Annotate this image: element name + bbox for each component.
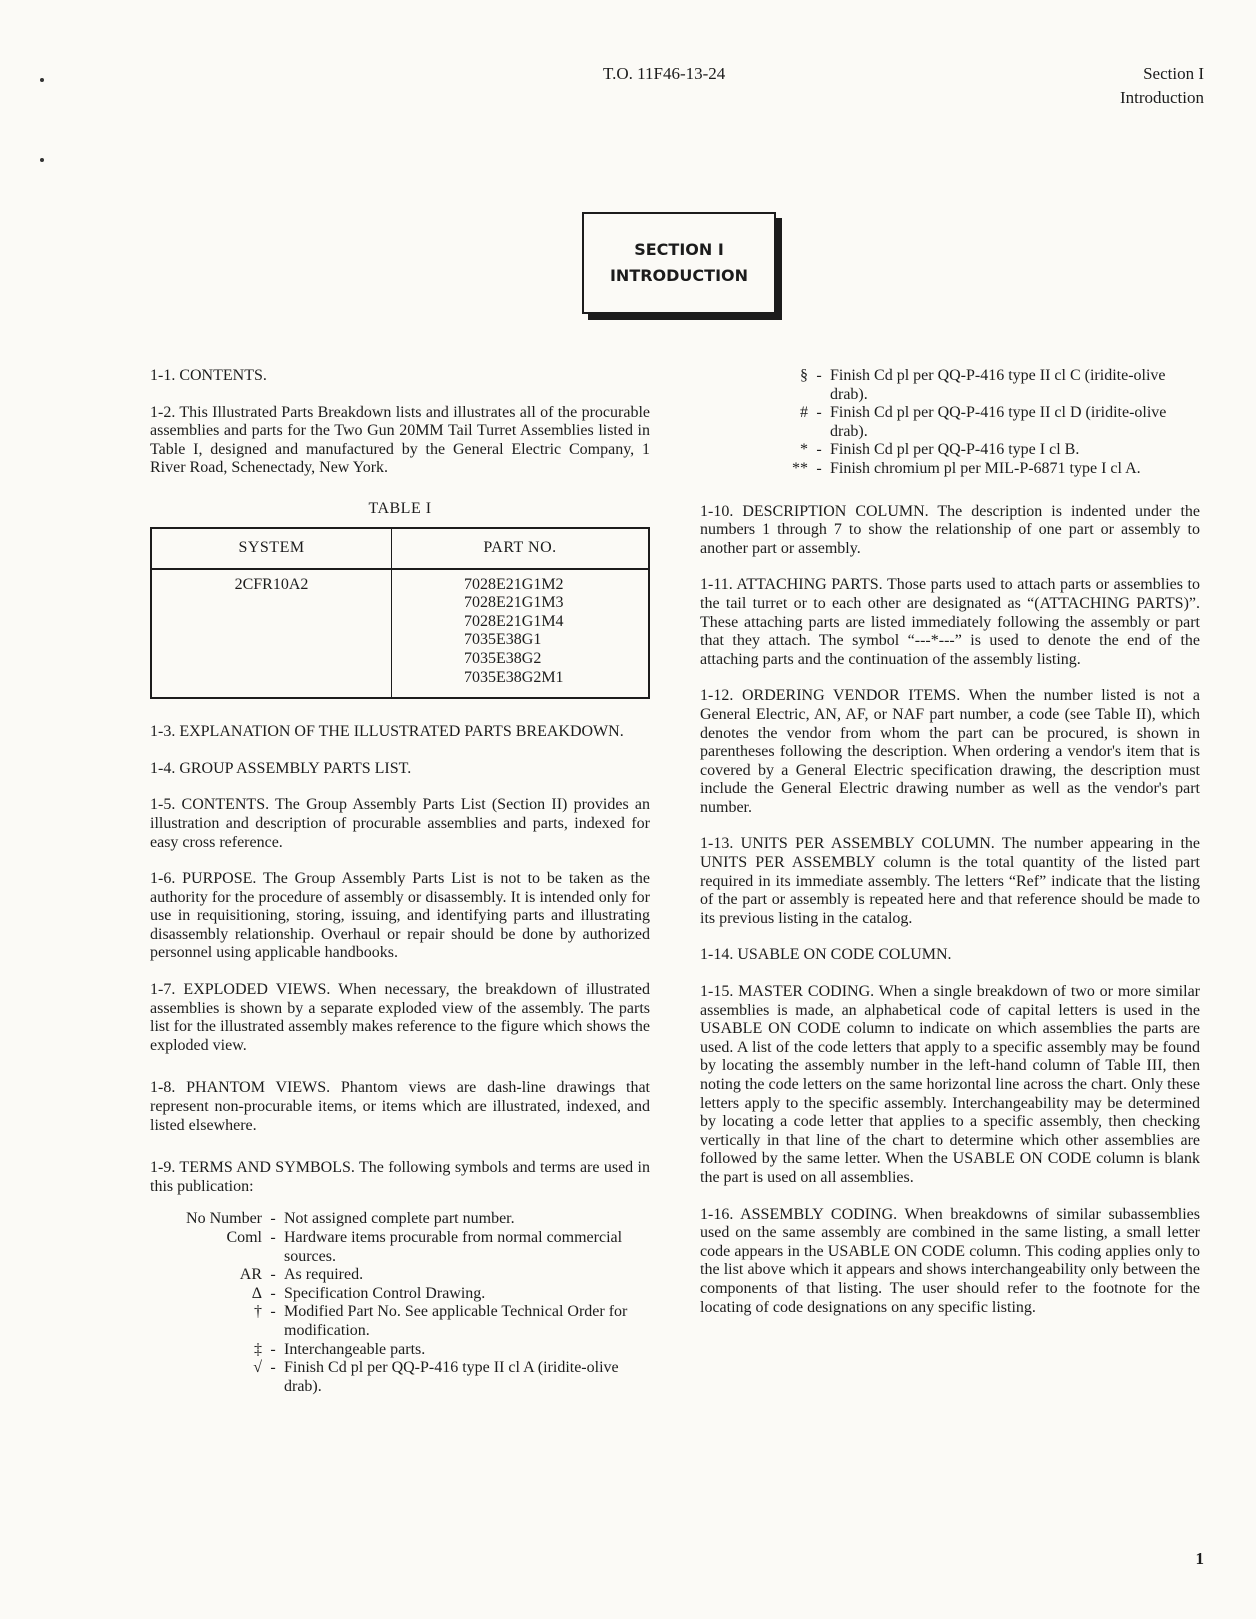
para-1-9: 1-9. TERMS AND SYMBOLS. The following symbols and terms are used in this publication: bbox=[150, 1159, 650, 1195]
symbol-item: AR - As required. bbox=[150, 1266, 650, 1285]
document-number: T.O. 11F46-13-24 bbox=[603, 64, 726, 83]
section-header bbox=[1120, 62, 1204, 110]
symbol-item: Δ - Specification Control Drawing. bbox=[150, 1285, 650, 1304]
para-1-10: 1-10. DESCRIPTION COLUMN. The description is indented under the numbers 1 through 7 to show the relationship of one part or assembly to another part or assembly. bbox=[700, 502, 1200, 557]
symbol-key: No Number bbox=[186, 1210, 262, 1228]
scan-speck bbox=[40, 78, 44, 82]
symbol-desc: As required. bbox=[284, 1266, 364, 1284]
para-1-15: 1-15. MASTER CODING. When a single breakdown of two or more similar assemblies is made, an alphabetical code of capital letters is used in the USABLE ON CODE column to indicate on which assemblies the parts are used. A list of the code letters that apply to a specific assembly may be found by locating the assembly number in the left-hand column of Table III, then noting the code letters on the same horizontal line across the chart. Only these letters apply to the specific assembly. Interchangeability may be determined by locating a code letter that applies to a specific assembly, then checking vertically in that line of the chart to determine which other assemblies are followed by the same letter. When the USABLE ON CODE column is blank the part is used on all assemblies. bbox=[700, 983, 1200, 1186]
symbol-item: ‡ - Interchangeable parts. bbox=[150, 1341, 650, 1360]
para-1-6: 1-6. PURPOSE. The Group Assembly Parts List is not to be taken as the authority for the procedure of assembly or disassembly. It is intended only for use in requisitioning, storing, issuing, and identifying parts and illustrating disassembly relationship. Overhaul or repair should be done by authorized personnel using applicable handbooks. bbox=[150, 870, 650, 962]
symbol-desc: Not assigned complete part number. bbox=[284, 1210, 515, 1228]
symbol-key: Δ bbox=[251, 1284, 262, 1302]
part-number: 7035E38G1 bbox=[464, 631, 542, 649]
symbol-key: AR bbox=[239, 1266, 262, 1284]
symbol-desc: Modified Part No. See applicable Technical Order for modification. bbox=[284, 1303, 628, 1339]
symbol-desc: Finish Cd pl per QQ-P-416 type II cl A (iridite-olive drab). bbox=[284, 1359, 619, 1395]
symbol-desc: Hardware items procurable from normal commercial sources. bbox=[284, 1229, 623, 1265]
para-1-2: 1-2. This Illustrated Parts Breakdown lists and illustrates all of the procurable assemblies and parts for the Two Gun 20MM Tail Turret Assemblies listed in Table I, designed and manufactured by the General Electric Company, 1 River Road, Schenectady, New York. bbox=[150, 403, 650, 477]
symbols-list bbox=[150, 1210, 650, 1396]
symbol-item: No Number - Not assigned complete part number. bbox=[150, 1210, 650, 1229]
symbol-key: Coml bbox=[226, 1229, 262, 1246]
symbol-desc: Interchangeable parts. bbox=[284, 1340, 426, 1358]
left-column bbox=[150, 367, 650, 1396]
para-1-7: 1-7. EXPLODED VIEWS. When necessary, the breakdown of illustrated assemblies is shown by a separate exploded view of the assembly. The parts list for the illustrated assembly makes reference to the figure which shows the exploded view. bbox=[150, 981, 650, 1054]
system-cell: 2CFR10A2 bbox=[151, 569, 392, 699]
symbol-key: √ bbox=[253, 1359, 262, 1377]
table-header-part-no: PART NO. bbox=[392, 528, 650, 569]
symbol-desc: Finish Cd pl per QQ-P-416 type II cl D (iridite-olive drab). bbox=[830, 404, 1167, 440]
para-1-8: 1-8. PHANTOM VIEWS. Phantom views are dash-line drawings that represent non-procurable items, or items which are illustrated, indexed, and listed elsewhere. bbox=[150, 1079, 650, 1134]
section-label: Section I bbox=[1143, 64, 1204, 83]
right-column bbox=[700, 367, 1200, 1335]
section-title-line1: SECTION I bbox=[634, 240, 724, 259]
part-number: 7028E21G1M4 bbox=[464, 612, 564, 630]
symbol-key: * bbox=[800, 441, 808, 459]
para-1-14: 1-14. USABLE ON CODE COLUMN. bbox=[700, 946, 952, 964]
symbol-item: † - Modified Part No. See applicable Technical Order for modification. bbox=[150, 1303, 650, 1340]
table-row bbox=[151, 569, 649, 699]
para-1-5: 1-5. CONTENTS. The Group Assembly Parts List (Section II) provides an illustration and description of procurable assemblies and parts, indexed for easy cross reference. bbox=[150, 796, 650, 851]
symbol-desc: Specification Control Drawing. bbox=[284, 1284, 486, 1302]
table-header-system: SYSTEM bbox=[151, 528, 392, 569]
section-title-line2: INTRODUCTION bbox=[609, 266, 749, 285]
system-table bbox=[150, 527, 650, 700]
para-1-1: 1-1. CONTENTS. bbox=[150, 367, 267, 384]
section-title-box bbox=[582, 212, 776, 314]
para-1-13: 1-13. UNITS PER ASSEMBLY COLUMN. The number appearing in the UNITS PER ASSEMBLY column is the total quantity of the listed part required in its immediate assembly. The letters “Ref” indicate that the listing of the part or assembly is repeated here and that reference should be made to its previous listing in the catalog. bbox=[700, 835, 1200, 927]
symbol-key: ** bbox=[792, 459, 808, 477]
symbol-item: √ - Finish Cd pl per QQ-P-416 type II cl A (iridite-olive drab). bbox=[150, 1359, 650, 1396]
symbol-key: ‡ bbox=[254, 1340, 262, 1358]
subsection-label: Introduction bbox=[1119, 88, 1204, 107]
symbol-key: † bbox=[254, 1303, 262, 1321]
part-numbers-cell bbox=[392, 569, 650, 699]
symbol-desc: Finish Cd pl per QQ-P-416 type I cl B. bbox=[830, 441, 1080, 459]
symbol-item: * - Finish Cd pl per QQ-P-416 type I cl B. bbox=[700, 441, 1200, 460]
symbols-list-continued bbox=[700, 367, 1200, 479]
part-number: 7035E38G2 bbox=[464, 649, 542, 667]
symbol-desc: Finish Cd pl per QQ-P-416 type II cl C (iridite-olive drab). bbox=[830, 367, 1166, 403]
part-number: 7028E21G1M2 bbox=[464, 575, 564, 593]
symbol-key: § bbox=[800, 367, 808, 384]
symbol-item: Coml - Hardware items procurable from normal commercial sources. bbox=[150, 1229, 650, 1266]
part-number: 7035E38G2M1 bbox=[464, 668, 564, 686]
para-1-4: 1-4. GROUP ASSEMBLY PARTS LIST. bbox=[150, 759, 412, 777]
symbol-item: ** - Finish chromium pl per MIL-P-6871 type I cl A. bbox=[700, 460, 1200, 479]
scan-speck bbox=[40, 158, 44, 162]
para-1-3: 1-3. EXPLANATION OF THE ILLUSTRATED PARTS BREAKDOWN. bbox=[150, 723, 624, 741]
symbol-key: # bbox=[800, 404, 808, 422]
para-1-11: 1-11. ATTACHING PARTS. Those parts used to attach parts or assemblies to the tail turret or to each other are designated as “(ATTACHING PARTS)”. These attaching parts are listed immediately following the assembly or part that they attach. The symbol “---*---” is used to denote the end of the attaching parts and the continuation of the assembly listing. bbox=[700, 576, 1200, 668]
symbol-item: § - Finish Cd pl per QQ-P-416 type II cl C (iridite-olive drab). bbox=[700, 367, 1200, 404]
part-number: 7028E21G1M3 bbox=[464, 594, 564, 612]
table-title: TABLE I bbox=[368, 499, 432, 517]
para-1-12: 1-12. ORDERING VENDOR ITEMS. When the number listed is not a General Electric, AN, AF, or NAF part number, a code (see Table II), which denotes the vendor from whom the part can be procured, is shown in parentheses following the description. When ordering a vendor's item that is covered by a General Electric specification drawing, the description must include the General Electric drawing number as well as the vendor's part number. bbox=[700, 687, 1200, 816]
symbol-item: # - Finish Cd pl per QQ-P-416 type II cl D (iridite-olive drab). bbox=[700, 404, 1200, 441]
para-1-16: 1-16. ASSEMBLY CODING. When breakdowns of similar subassemblies used on the same assembly are combined in the same listing, a small letter code appears in the USABLE ON CODE column. This coding applies only to the list above which it appears and shows interchangeability only between the components of that listing. The user should refer to the footnote for the locating of code designations on any specific listing. bbox=[700, 1205, 1200, 1316]
symbol-desc: Finish chromium pl per MIL-P-6871 type I cl A. bbox=[830, 459, 1141, 477]
page-number: 1 bbox=[1195, 1549, 1204, 1568]
